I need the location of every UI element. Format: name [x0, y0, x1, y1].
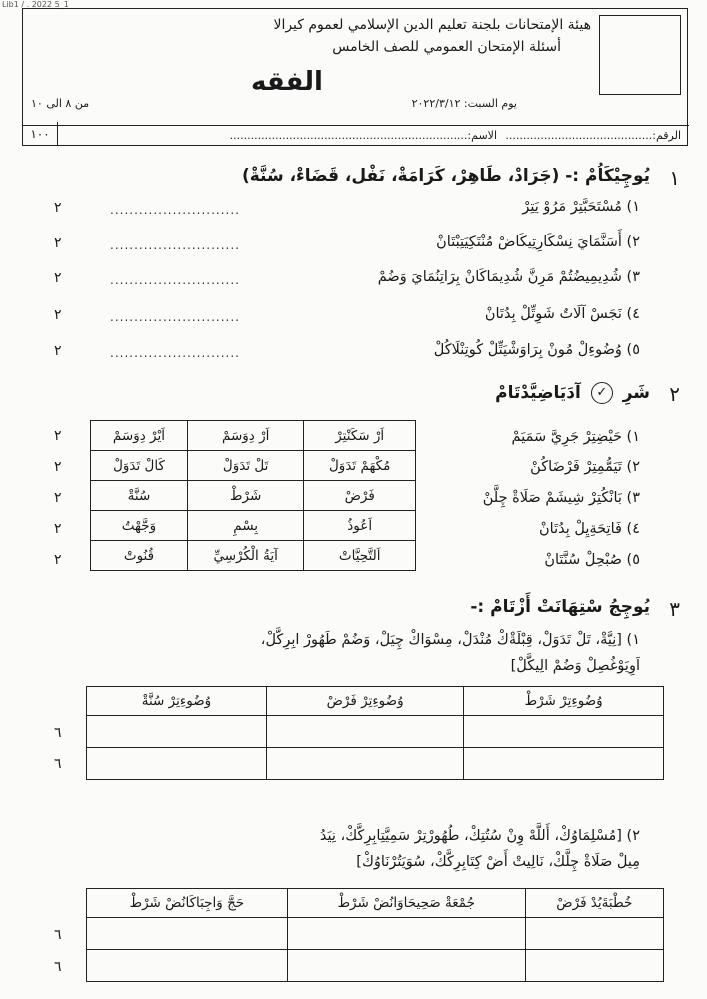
q2-mark-5: ٢ [54, 552, 62, 568]
q2-item-2: ٢) تَيَمُّمِتِرْ فَرْضَاكُنْ [530, 459, 640, 475]
table-row [91, 481, 416, 511]
q3-part2-line1: ٢) [مُسْلِمَاوُكْ، أَللَّهْ وِنْ سُتُتِكْ، طُهُورْتِرْ سَمِيَّتِابِرِكَّكْ، نِيَدُ [319, 828, 640, 844]
answer-cell[interactable] [266, 716, 463, 748]
q1-item-4: ٤) نَجَسْ آلَاتٌ شَوِتِّلْ بِدُتَانْ [484, 306, 640, 322]
answer-cell[interactable] [525, 918, 663, 950]
q2-mark-1: ٢ [54, 428, 62, 444]
q1-item-3: ٣) شُدِيمِيضُتُمْ مَرِنَّ شُدِيمَاكَانْ بِرَاتِنُمَايَ وَضُمْ [377, 269, 640, 285]
q3-table2-mark-2: ٦ [54, 959, 62, 975]
q2-heading-part-b: آدَيَاضِيَّدْتَامْ [495, 383, 581, 403]
exam-title: أسئلة الإمتحان العمومي للصف الخامس [332, 39, 561, 55]
q1-mark-4: ٢ [54, 307, 62, 323]
table-row [87, 687, 664, 716]
header-box [22, 8, 688, 146]
q2-option[interactable]: اَرْ دِوَسَمْ [187, 421, 303, 451]
q1-mark-1: ٢ [54, 200, 62, 216]
q2-mark-2: ٢ [54, 459, 62, 475]
answer-cell[interactable] [87, 918, 288, 950]
q2-mark-3: ٢ [54, 490, 62, 506]
answer-cell[interactable] [87, 716, 267, 748]
exam-date: يوم السبت: ٢٠٢٢/٣/١٢ [411, 97, 517, 110]
q3-part1-line1: ١) [نِيَّةْ، تَلْ تَدَوَلْ، قِبْلَةْكْ مُنْدَلْ، مِسْوَاكْ چِيَلْ، وَضُمْ طَهُورْ ابِرِكَّلْ، [260, 632, 640, 648]
q2-item-5: ٥) صُبْحِلْ سُنَّتَانْ [544, 552, 640, 568]
q2-option[interactable]: بِسْمِ [187, 511, 303, 541]
table-row [91, 511, 416, 541]
q1-item-2: ٢) أَسَنَّمَايَ نِسْكَارِتِيكَاضْ مُنْتَكِيَتِبْتَانْ [436, 234, 640, 250]
q3-heading: يُوچِجُ سْتِهَانَتْ أَزْتَامْ :- [470, 597, 650, 617]
table-row [91, 541, 416, 571]
table-row [87, 716, 664, 748]
table1-header: وُضُوءِتِرْ فَرْضْ [266, 687, 463, 716]
table-row [87, 918, 664, 950]
name-field: الاسم:.................................................................... [229, 129, 497, 142]
q2-options-table [90, 420, 416, 571]
q2-option[interactable]: اَرْ سَكَنْتِرْ [304, 421, 416, 451]
q3-table-1 [86, 686, 664, 780]
q1-mark-5: ٢ [54, 343, 62, 359]
answer-cell[interactable] [525, 950, 663, 982]
q2-option[interactable]: مُكْهَمْ تَدَوَلْ [304, 451, 416, 481]
q2-option[interactable]: شَرْطْ [187, 481, 303, 511]
q2-option[interactable]: تَلْ تَدَوَلْ [187, 451, 303, 481]
table-row [87, 950, 664, 982]
answer-cell[interactable] [266, 748, 463, 780]
answer-cell[interactable] [464, 748, 664, 780]
table-row [91, 421, 416, 451]
q2-option[interactable]: كَالْ تَدَوَلْ [91, 451, 188, 481]
q3-table2-mark-1: ٦ [54, 927, 62, 943]
q2-item-1: ١) حَيْضِتِرْ جَرِيَّ سَمَيَمْ [511, 429, 640, 445]
table1-header: وُضُوءِتِرْ سُنَّةْ [87, 687, 267, 716]
total-marks: ١٠٠ [23, 122, 58, 146]
q2-mark-4: ٢ [54, 521, 62, 537]
subject-title: الفقه [251, 67, 323, 97]
table-row [87, 889, 664, 918]
q3-part2-line2: مِيلْ صَلَاةْ چِلَّكْ، نَالِيتْ أَضْ كِتَابِرِكَّكْ، سُوَيَتُرْنَاوُكْ] [356, 854, 640, 870]
q2-number: ٢ [669, 382, 680, 406]
table2-header: حَجَّ وَاجِبَاكَانُضْ شَرْطْ [87, 889, 288, 918]
q1-answer-blank-1: ........................... [110, 203, 240, 217]
table2-header: خُطْبَةَيُدْ فَرْضْ [525, 889, 663, 918]
q1-answer-blank-3: ........................... [110, 273, 240, 287]
table-row [91, 451, 416, 481]
q2-option[interactable]: قُنُوتْ [91, 541, 188, 571]
q1-item-5: ٥) وُضُوءِلْ مُونْ بِرَاوَشْيَتِّلْ كُوتِنْلَاكُلْ [433, 342, 640, 358]
q2-option[interactable]: اَيْرْ دِوَسَمْ [91, 421, 188, 451]
q1-mark-2: ٢ [54, 235, 62, 251]
q1-answer-blank-5: ........................... [110, 346, 240, 360]
register-number-box [599, 15, 681, 95]
q2-option[interactable]: فَرْضْ [304, 481, 416, 511]
q2-option[interactable]: اَلتَّحِيَّاتْ [304, 541, 416, 571]
exam-sheet [22, 8, 688, 994]
number-field: الرقم:.......................................... [505, 129, 681, 142]
q1-item-1: ١) مُسْتَحَبَّتِرْ مَرُوْ يَتِرْ [522, 199, 640, 215]
table-row [87, 748, 664, 780]
table2-header: جُمْعَةْ صَحِيحَاوَانُضْ شَرْطْ [287, 889, 525, 918]
q2-option[interactable]: آيَةُ الْكُرْسِيِّ [187, 541, 303, 571]
q1-answer-blank-4: ........................... [110, 310, 240, 324]
q2-option[interactable]: اَعُوذُ [304, 511, 416, 541]
answer-cell[interactable] [287, 918, 525, 950]
q1-number: ١ [669, 166, 680, 190]
q3-number: ٣ [669, 597, 680, 621]
q3-table-2 [86, 888, 664, 982]
q2-option[interactable]: سُنَّةْ [91, 481, 188, 511]
q1-answer-blank-2: ........................... [110, 238, 240, 252]
q3-table1-mark-2: ٦ [54, 756, 62, 772]
q2-item-3: ٣) بَانْكُتِرْ شِيشَمْ صَلَاةْ چِلَّنْ [482, 490, 640, 506]
page-range: من ٨ الى ١٠ [31, 97, 90, 110]
q1-mark-3: ٢ [54, 270, 62, 286]
answer-cell[interactable] [464, 716, 664, 748]
answer-cell[interactable] [287, 950, 525, 982]
answer-cell[interactable] [87, 748, 267, 780]
q2-option[interactable]: وَجَّهْتُ [91, 511, 188, 541]
scan-corner-code: Lib1 / . 2022 5_1 [2, 0, 69, 9]
answer-cell[interactable] [87, 950, 288, 982]
table1-header: وُضُوءِتِرْ شَرْطْ [464, 687, 664, 716]
q2-heading [495, 382, 650, 404]
q2-item-4: ٤) فَاتِحَةِيِلْ بِدُتَانْ [539, 521, 640, 537]
q2-heading-part-a: شَرِ [622, 383, 650, 403]
q3-part1-line2: اَوِيَوْغُصِلْ وَضُمْ الِيكَّلْ] [510, 658, 640, 674]
q3-table1-mark-1: ٦ [54, 725, 62, 741]
check-mark-icon: ✓ [591, 382, 613, 404]
q1-heading: يُوچِيْكَاُمْ :- (جَرَادْ، طَاهِرْ، كَرَامَةْ، نَفْل، قَضَاءْ، سُنَّةْ) [241, 166, 650, 186]
board-title: هيئة الإمتحانات بلجنة تعليم الدين الإسلامي لعموم كيرالا [273, 17, 591, 33]
